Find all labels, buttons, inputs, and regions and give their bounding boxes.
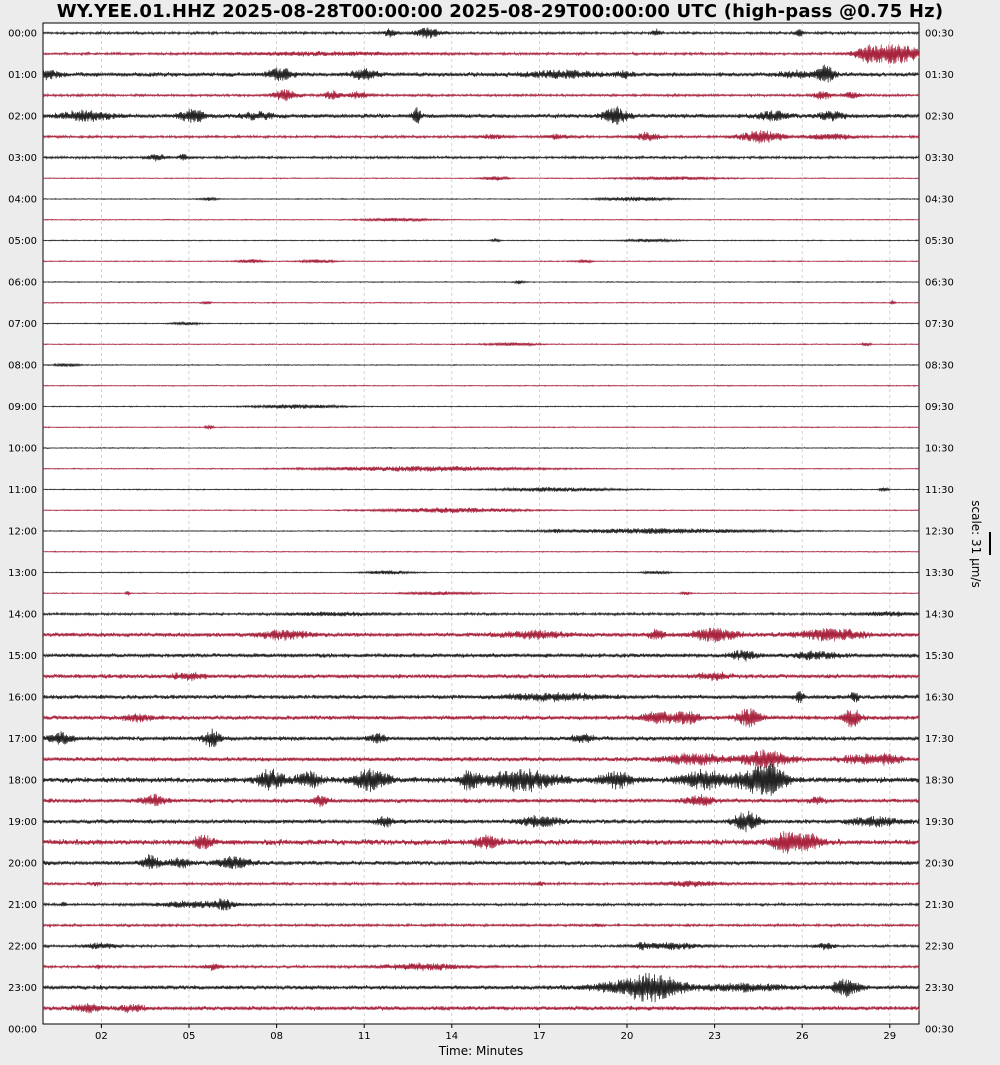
right-time-label: 09:30 xyxy=(925,402,954,413)
x-tick-label: 29 xyxy=(883,1031,897,1042)
x-tick-label: 23 xyxy=(708,1031,721,1042)
left-time-label: 02:00 xyxy=(8,111,37,123)
right-time-label: 02:30 xyxy=(925,111,954,123)
left-time-label: 03:00 xyxy=(8,153,37,164)
x-tick-label: 26 xyxy=(795,1031,809,1042)
right-time-label: 01:30 xyxy=(925,70,954,81)
left-time-label: 00:00 xyxy=(8,1024,37,1036)
right-time-label: 00:30 xyxy=(925,28,954,40)
left-time-label: 16:00 xyxy=(8,692,37,704)
left-time-label: 20:00 xyxy=(8,858,37,870)
right-time-label: 22:30 xyxy=(925,941,954,953)
left-time-label: 11:00 xyxy=(8,485,37,496)
left-time-label: 13:00 xyxy=(8,568,37,579)
left-time-label: 12:00 xyxy=(8,526,37,538)
left-time-label: 14:00 xyxy=(8,609,37,621)
right-time-label: 20:30 xyxy=(925,858,954,870)
right-time-label: 19:30 xyxy=(925,817,954,828)
right-time-label: 21:30 xyxy=(925,900,954,911)
right-time-label: 17:30 xyxy=(925,734,954,745)
x-tick-label: 17 xyxy=(533,1031,546,1042)
right-time-label: 05:30 xyxy=(925,236,954,247)
right-time-label: 14:30 xyxy=(925,609,954,621)
x-tick-label: 11 xyxy=(357,1031,371,1042)
right-time-label: 12:30 xyxy=(925,526,954,538)
left-time-label: 06:00 xyxy=(8,277,37,289)
plot-area xyxy=(43,23,919,1024)
x-tick-label: 05 xyxy=(182,1031,196,1042)
left-time-label: 08:00 xyxy=(8,360,37,372)
scale-label: scale: 31 μm/s xyxy=(969,500,983,588)
x-axis-label: Time: Minutes xyxy=(438,1044,524,1058)
left-time-label: 05:00 xyxy=(8,236,37,247)
left-time-label: 15:00 xyxy=(8,651,37,662)
left-time-label: 09:00 xyxy=(8,402,37,413)
right-time-label: 16:30 xyxy=(925,692,954,704)
left-time-label: 22:00 xyxy=(8,941,37,953)
right-time-label: 00:30 xyxy=(925,1024,954,1036)
scale-bar xyxy=(989,532,991,555)
left-time-label: 00:00 xyxy=(8,28,37,40)
right-time-label: 23:30 xyxy=(925,983,954,994)
right-time-label: 08:30 xyxy=(925,360,954,372)
x-tick-label: 14 xyxy=(445,1031,459,1042)
left-time-label: 04:00 xyxy=(8,194,37,206)
right-time-label: 03:30 xyxy=(925,153,954,164)
right-time-label: 06:30 xyxy=(925,277,954,289)
right-time-label: 04:30 xyxy=(925,194,954,206)
left-time-label: 07:00 xyxy=(8,319,37,330)
left-time-label: 21:00 xyxy=(8,900,37,911)
left-time-label: 18:00 xyxy=(8,775,37,787)
right-time-label: 15:30 xyxy=(925,651,954,662)
right-time-label: 18:30 xyxy=(925,775,954,787)
chart-title: WY.YEE.01.HHZ 2025-08-28T00:00:00 2025-08-29T00:00:00 UTC (high-pass @0.75 Hz) xyxy=(56,1,944,22)
right-time-label: 13:30 xyxy=(925,568,954,579)
left-time-label: 01:00 xyxy=(8,70,37,81)
right-time-label: 10:30 xyxy=(925,443,954,455)
right-time-label: 07:30 xyxy=(925,319,954,330)
left-time-label: 17:00 xyxy=(8,734,37,745)
x-tick-label: 08 xyxy=(270,1031,283,1042)
x-tick-label: 02 xyxy=(95,1031,108,1042)
left-time-label: 10:00 xyxy=(8,443,37,455)
right-time-label: 11:30 xyxy=(925,485,954,496)
left-time-label: 19:00 xyxy=(8,817,37,828)
x-tick-label: 20 xyxy=(620,1031,634,1042)
left-time-label: 23:00 xyxy=(8,983,37,994)
